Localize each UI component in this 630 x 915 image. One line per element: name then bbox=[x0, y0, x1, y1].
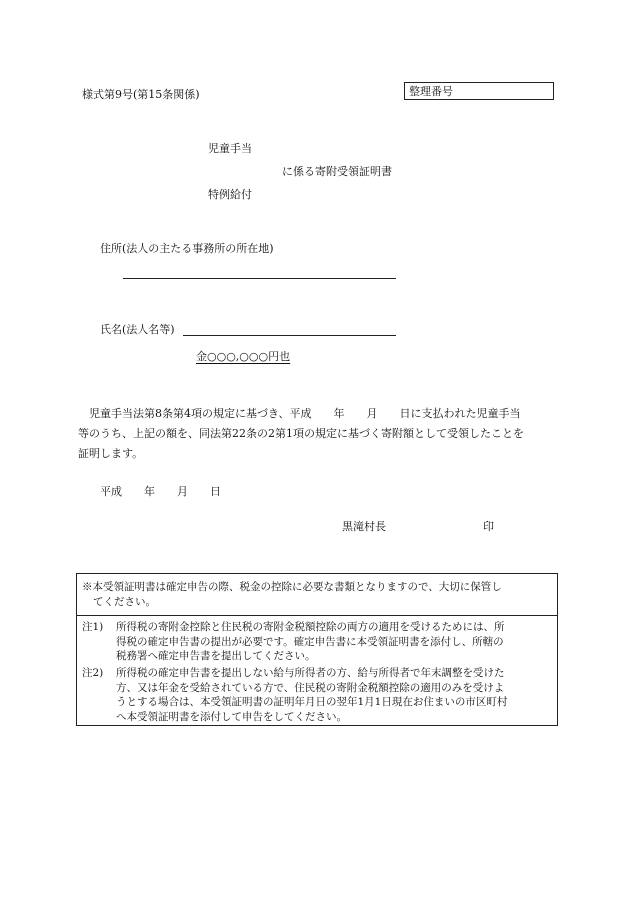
reference-number-box[interactable] bbox=[404, 82, 554, 100]
title-line-special-benefit: 特例給付 bbox=[208, 188, 252, 201]
note-1-line: 所得税の寄附金控除と住民税の寄附金税額控除の両方の適用を受けるためには、所 bbox=[116, 621, 505, 633]
address-line[interactable] bbox=[123, 278, 396, 279]
amount-text: 金○○○,○○○円也 bbox=[196, 350, 291, 363]
note-2-tag: 注2) bbox=[82, 667, 104, 679]
document-title: に係る寄附受領証明書 bbox=[282, 165, 392, 178]
note-2-line: 方、又は年金を受給されている方で、住民税の寄附金税額控除の適用のみを受けよ bbox=[116, 681, 505, 694]
issuer-name: 黒滝村長 bbox=[342, 520, 386, 533]
note-1-line: 得税の確定申告書の提出が必要です。確定申告書に本受領証明書を添付し、所轄の bbox=[116, 635, 504, 648]
note-2-line: 所得税の確定申告書を提出しない給与所得者の方、給与所得者で年末調整を受けた bbox=[116, 667, 505, 679]
body-line-3: 証明します。 bbox=[78, 447, 144, 460]
note-1-tag: 注1) bbox=[82, 621, 104, 633]
note-1 bbox=[82, 620, 551, 664]
body-line-1: 児童手当法第8条第4項の規定に基づき、平成 年 月 日に支払われた児童手当 bbox=[89, 407, 521, 420]
name-label: 氏名(法人名等) bbox=[100, 323, 175, 336]
warning-line-1: ※本受領証明書は確定申告の際、税金の控除に必要な書類となりますので、大切に保管し bbox=[82, 581, 502, 593]
notes-warning-text bbox=[82, 580, 551, 610]
title-line-child-allowance: 児童手当 bbox=[208, 142, 252, 155]
date-line: 平成 年 月 日 bbox=[100, 485, 221, 498]
warning-line-2: てください。 bbox=[93, 596, 156, 608]
note-1-line: 税務署へ確定申告書を提出してください。 bbox=[116, 650, 316, 662]
notes-box bbox=[76, 573, 558, 726]
notes-warning-section bbox=[77, 574, 557, 616]
name-line[interactable] bbox=[183, 335, 396, 336]
certification-paragraph bbox=[78, 404, 558, 464]
address-label: 住所(法人の主たる事務所の所在地) bbox=[100, 242, 274, 255]
seal-mark: 印 bbox=[483, 520, 494, 533]
form-number-label: 様式第9号(第15条関係) bbox=[82, 88, 200, 101]
reference-number-label: 整理番号 bbox=[409, 85, 453, 98]
note-2-line: へ本受領証明書を添付して申告をしてください。 bbox=[116, 710, 347, 723]
body-line-2: 等のうち、上記の額を、同法第22条の2第1項の規定に基づく寄附額として受領したことを bbox=[78, 427, 524, 440]
note-2-line: うとする場合は、本受領証明書の証明年月日の翌年1月1日現在お住まいの市区町村 bbox=[116, 696, 508, 708]
note-2 bbox=[82, 666, 551, 724]
